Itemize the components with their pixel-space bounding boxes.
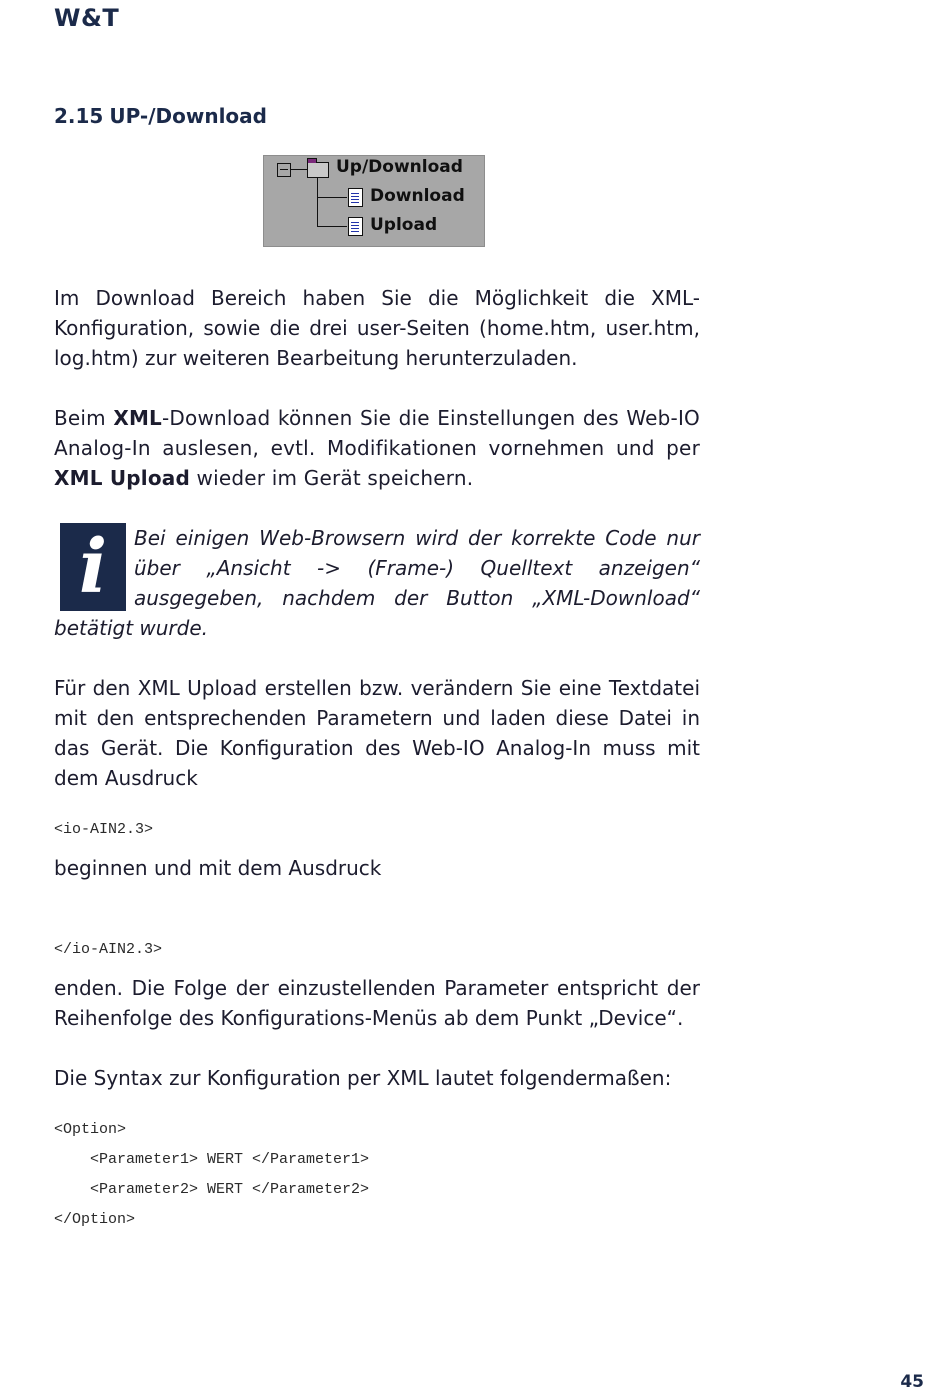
text: Beim (54, 406, 114, 430)
tree-connector (291, 169, 307, 170)
tree-item-upload: Upload (370, 215, 438, 235)
tree-item-download: Download (370, 186, 465, 206)
section-title-text: UP-/Download (109, 104, 267, 128)
menu-tree-screenshot (263, 155, 485, 247)
bold-xml-upload: XML Upload (54, 466, 190, 490)
tree-item-up-download: Up/Download (336, 157, 463, 177)
collapse-box-icon (277, 163, 291, 177)
paragraph-xml-upload: Für den XML Upload erstellen bzw. verändern Sie eine Textdatei mit den entsprechenden Parametern und laden diese Datei in das Gerät. Die Konfiguration des Web-IO Analog-In muss mit dem Ausdruck (54, 676, 700, 790)
code-open-tag: <io-AIN2.3> (54, 821, 154, 838)
info-glyph: i (78, 524, 108, 610)
section-heading (54, 104, 273, 128)
paragraph-end: enden. Die Folge der einzustellenden Parameter entspricht der Reihenfolge des Konfigurations-Menüs ab dem Punkt „Device“. (54, 976, 700, 1030)
code-line: </Option> (54, 1211, 136, 1228)
folder-icon (307, 162, 329, 178)
text: wieder im Gerät speichern. (190, 466, 474, 490)
paragraph-xml-download (54, 403, 700, 493)
code-line: <Option> (54, 1121, 127, 1138)
brand-logo: W&T (54, 4, 120, 32)
tree-connector (317, 197, 347, 198)
document-icon (348, 188, 363, 207)
code-close-tag: </io-AIN2.3> (54, 941, 163, 958)
tree-connector (317, 177, 318, 227)
info-note (54, 523, 700, 643)
section-number: 2.15 (54, 104, 104, 128)
info-icon (60, 523, 126, 611)
code-line: <Parameter1> WERT </Parameter1> (90, 1151, 370, 1168)
document-icon (348, 217, 363, 236)
page-number: 45 (900, 1372, 924, 1392)
bold-xml: XML (113, 406, 162, 430)
text: -Download können Sie die Einstellungen des Web-IO Analog-In auslesen, evtl. Modifikationen vornehmen und per (54, 406, 700, 460)
paragraph-syntax: Die Syntax zur Konfiguration per XML lautet folgendermaßen: (54, 1066, 672, 1090)
paragraph-begin: beginnen und mit dem Ausdruck (54, 856, 382, 880)
paragraph-download-area: Im Download Bereich haben Sie die Möglichkeit die XML-Konfiguration, sowie die drei user-Seiten (home.htm, user.htm, log.htm) zur weiteren Bearbeitung herunterzuladen. (54, 286, 700, 370)
code-line: <Parameter2> WERT </Parameter2> (90, 1181, 370, 1198)
note-text: Bei einigen Web-Browsern wird der korrekte Code nur über „Ansicht -> (Frame-) Quelltext anzeigen“ ausgegeben, nachdem der Button „XML-Download“ betätigt wurde. (54, 526, 700, 640)
tree-connector (317, 226, 347, 227)
